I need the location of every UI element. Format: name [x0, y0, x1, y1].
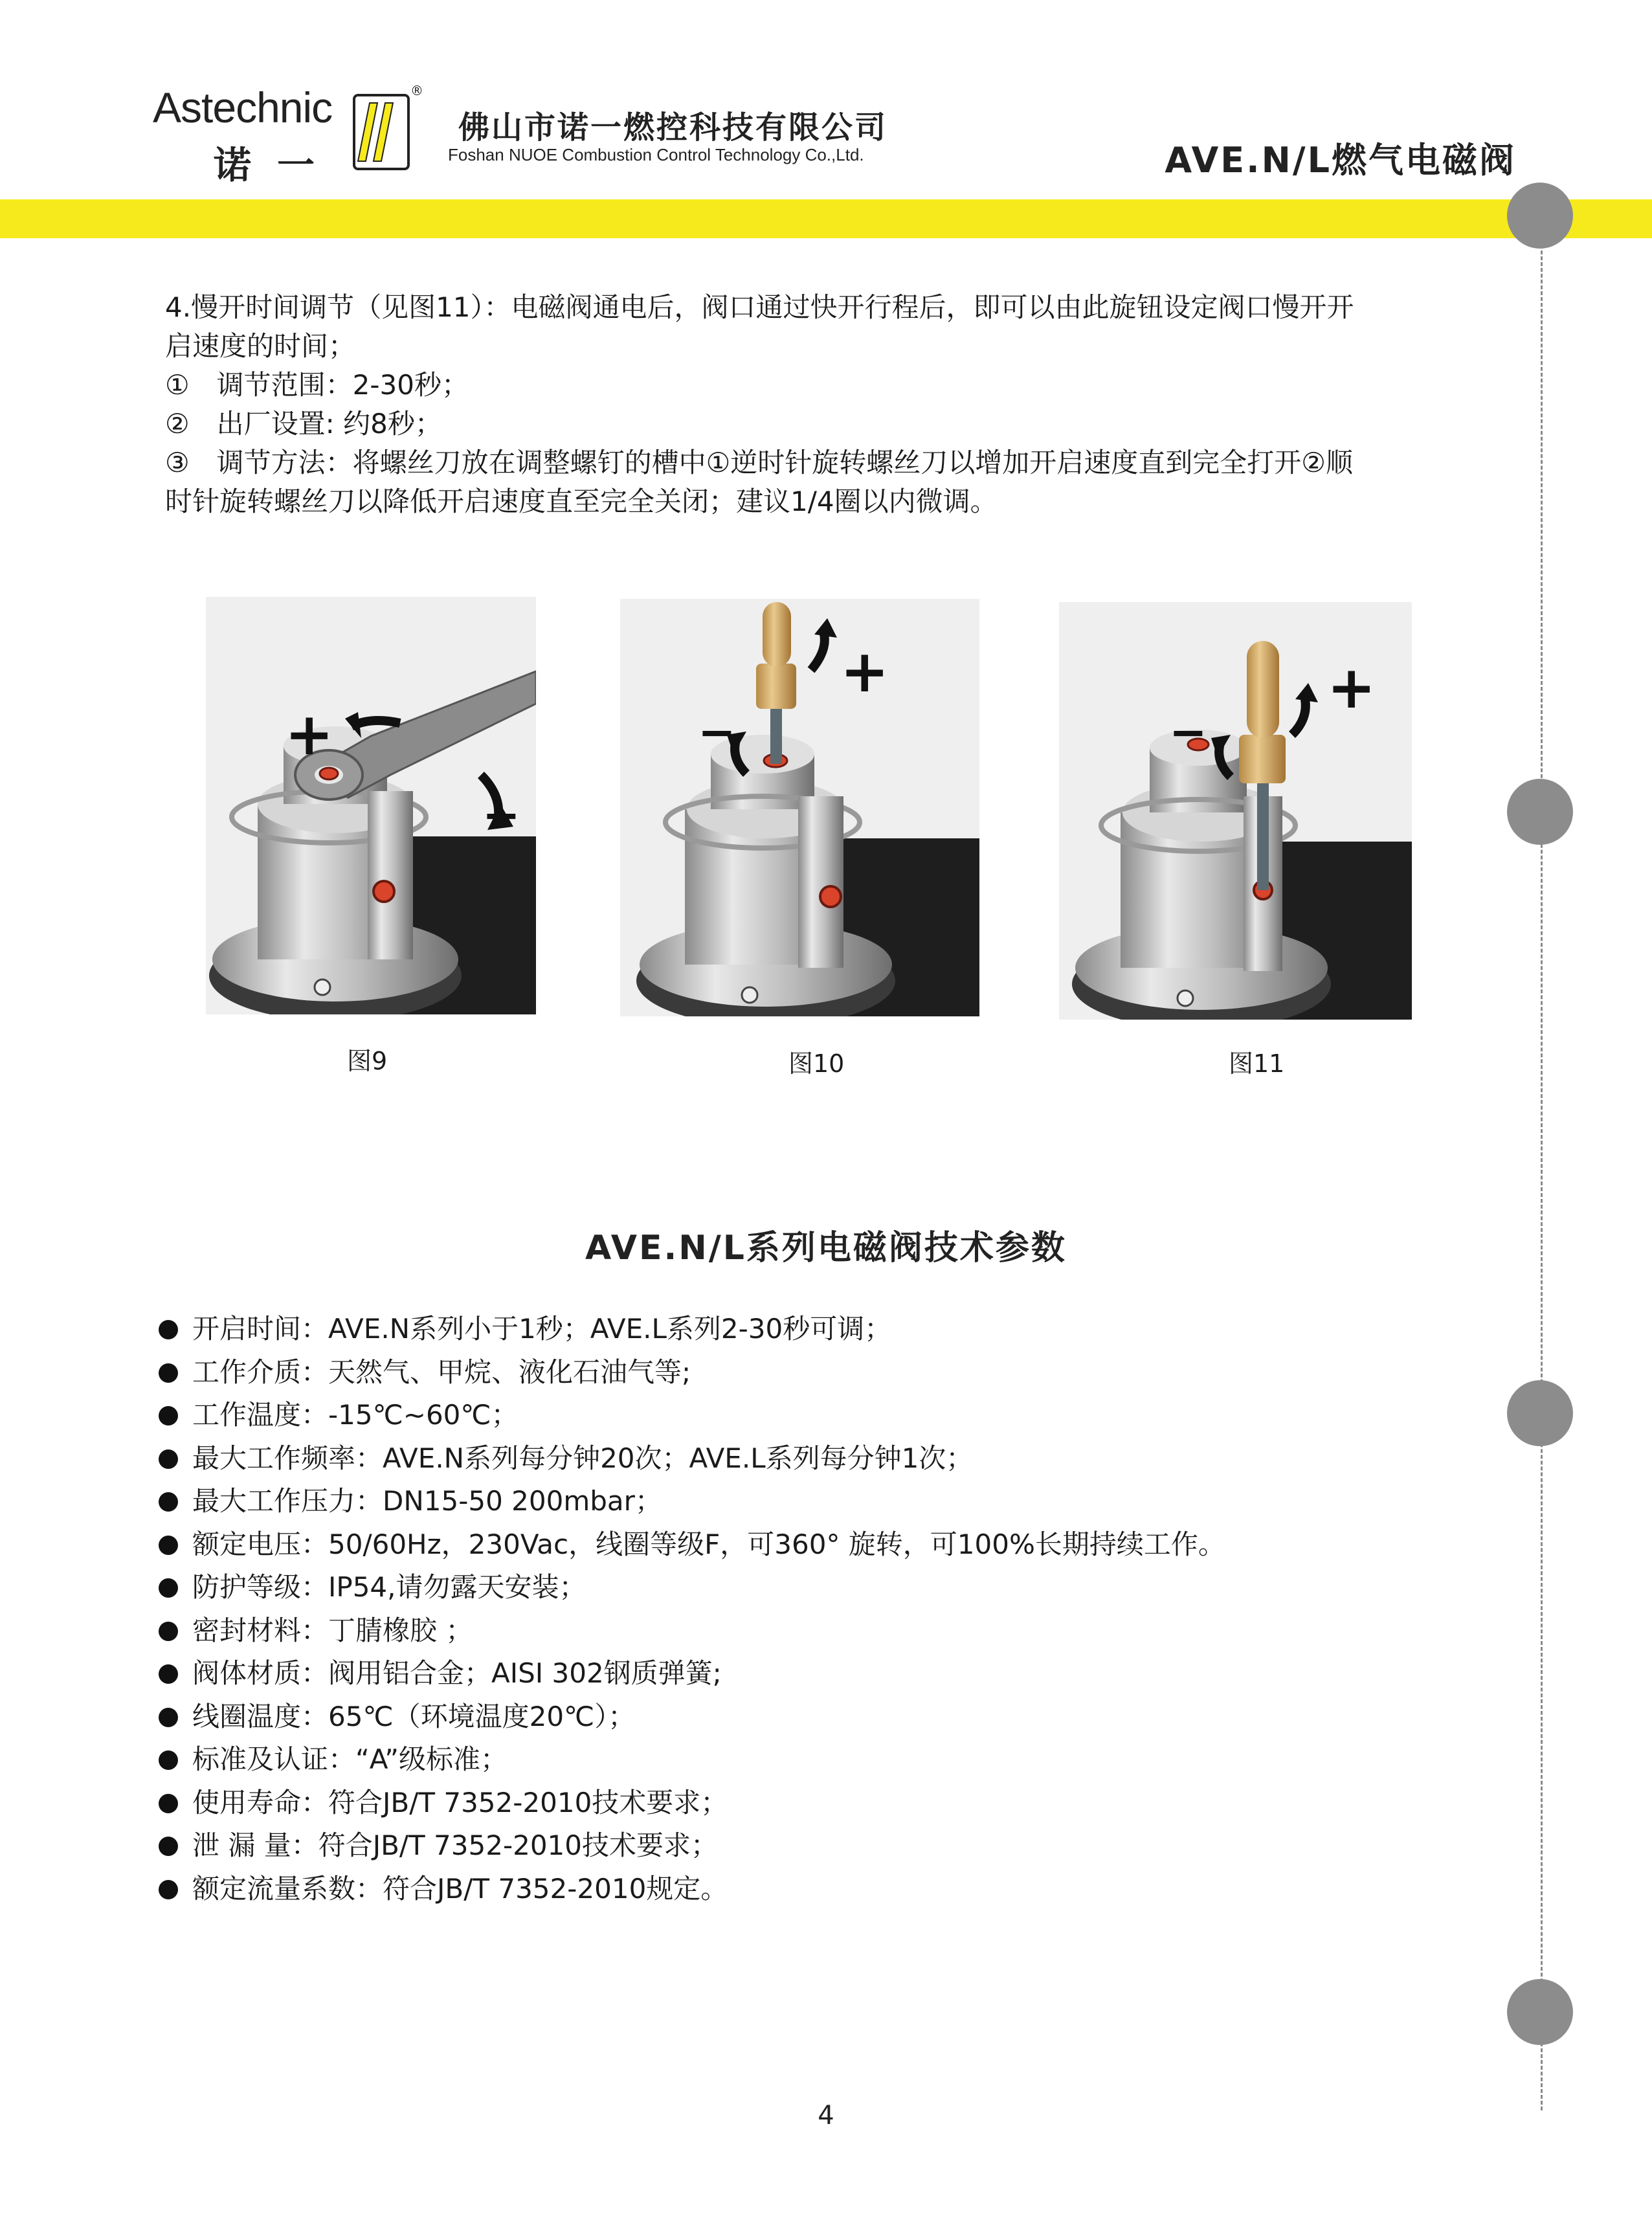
spec-item: 使用寿命：符合JB/T 7352-2010技术要求；: [159, 1782, 1225, 1825]
intro-line: 4.慢开时间调节（见图11）：电磁阀通电后，阀口通过快开行程后，即可以由此旋钮设定阀口慢开开: [165, 291, 1354, 323]
spec-item: 泄 漏 量：符合JB/T 7352-2010技术要求；: [159, 1824, 1225, 1868]
spec-item: 线圈温度：65℃（环境温度20℃）；: [159, 1695, 1225, 1739]
bullet-icon: [159, 1492, 178, 1512]
bullet-icon: [159, 1363, 178, 1383]
intro-item: ① 调节范围：2-30秒；: [165, 369, 469, 401]
figure-10-image: [620, 599, 979, 1016]
bullet-icon: [159, 1664, 178, 1684]
figure-9-caption: 图9: [347, 1047, 388, 1075]
header-accent-bar: [0, 199, 1652, 238]
figure-11-caption: 图11: [1229, 1049, 1285, 1078]
spec-item: 防护等级：IP54,请勿露天安装；: [159, 1566, 1225, 1609]
bullet-icon: [159, 1708, 178, 1727]
brand-logo-mark: [353, 94, 410, 170]
spec-item: 额定电压：50/60Hz，230Vac，线圈等级F，可360° 旋转，可100%长期持续工作。: [159, 1523, 1225, 1567]
bullet-icon: [159, 1536, 178, 1555]
spec-item: 工作温度：-15℃~60℃；: [159, 1394, 1225, 1437]
company-name-english: Foshan NUOE Combustion Control Technology Co.,Ltd.: [448, 145, 864, 164]
binding-hole: [1507, 779, 1573, 845]
plus-sign: +: [285, 700, 334, 768]
binding-rail: [1541, 233, 1543, 2110]
page-number: 4: [818, 2101, 834, 2130]
binding-hole: [1507, 1380, 1573, 1446]
spec-item: 额定流量系数：符合JB/T 7352-2010规定。: [159, 1868, 1225, 1911]
spec-item: 密封材料：丁腈橡胶 ；: [159, 1609, 1225, 1653]
binding-hole: [1507, 183, 1573, 249]
bullet-icon: [159, 1578, 178, 1598]
spec-item: 最大工作频率：AVE.N系列每分钟20次；AVE.L系列每分钟1次；: [159, 1437, 1225, 1481]
spec-item: 阀体材质：阀用铝合金；AISI 302钢质弹簧;: [159, 1652, 1225, 1695]
brand-logo-text: Astechnic: [153, 84, 333, 131]
bullet-icon: [159, 1406, 178, 1426]
intro-line: 启速度的时间；: [165, 330, 356, 362]
intro-item: 时针旋转螺丝刀以降低开启速度直至完全关闭；建议1/4圈以内微调。: [165, 486, 998, 517]
spec-list: [159, 1308, 1225, 1910]
bullet-icon: [159, 1794, 178, 1813]
bullet-icon: [159, 1837, 178, 1856]
bullet-icon: [159, 1880, 178, 1899]
registered-mark: ®: [410, 83, 423, 98]
plus-sign: +: [1327, 654, 1376, 722]
plus-sign: +: [840, 638, 889, 706]
minus-sign: −: [1169, 706, 1207, 759]
spec-item: 标准及认证：“A”级标准；: [159, 1738, 1225, 1782]
bullet-icon: [159, 1750, 178, 1770]
bullet-icon: [159, 1449, 178, 1469]
intro-item: ③ 调节方法：将螺丝刀放在调整螺钉的槽中①逆时针旋转螺丝刀以增加开启速度直到完全打开②顺: [165, 447, 1353, 478]
intro-item: ② 出厂设置: 约8秒；: [165, 408, 442, 440]
spec-item: 最大工作压力：DN15-50 200mbar；: [159, 1480, 1225, 1523]
figure-10-caption: 图10: [788, 1049, 845, 1078]
brand-logo-chinese: 诺一: [214, 143, 341, 187]
minus-sign: −: [482, 788, 520, 842]
minus-sign: −: [698, 706, 736, 759]
binding-hole: [1507, 1979, 1573, 2045]
document-title: AVE.N/L燃气电磁阀: [1165, 140, 1516, 181]
specs-title: AVE.N/L系列电磁阀技术参数: [585, 1229, 1067, 1268]
spec-item: 工作介质：天然气、甲烷、液化石油气等;: [159, 1351, 1225, 1394]
company-name-chinese: 佛山市诺一燃控科技有限公司: [458, 109, 888, 146]
spec-item: 开启时间：AVE.N系列小于1秒；AVE.L系列2-30秒可调；: [159, 1308, 1225, 1351]
bullet-icon: [159, 1320, 178, 1339]
bullet-icon: [159, 1622, 178, 1641]
